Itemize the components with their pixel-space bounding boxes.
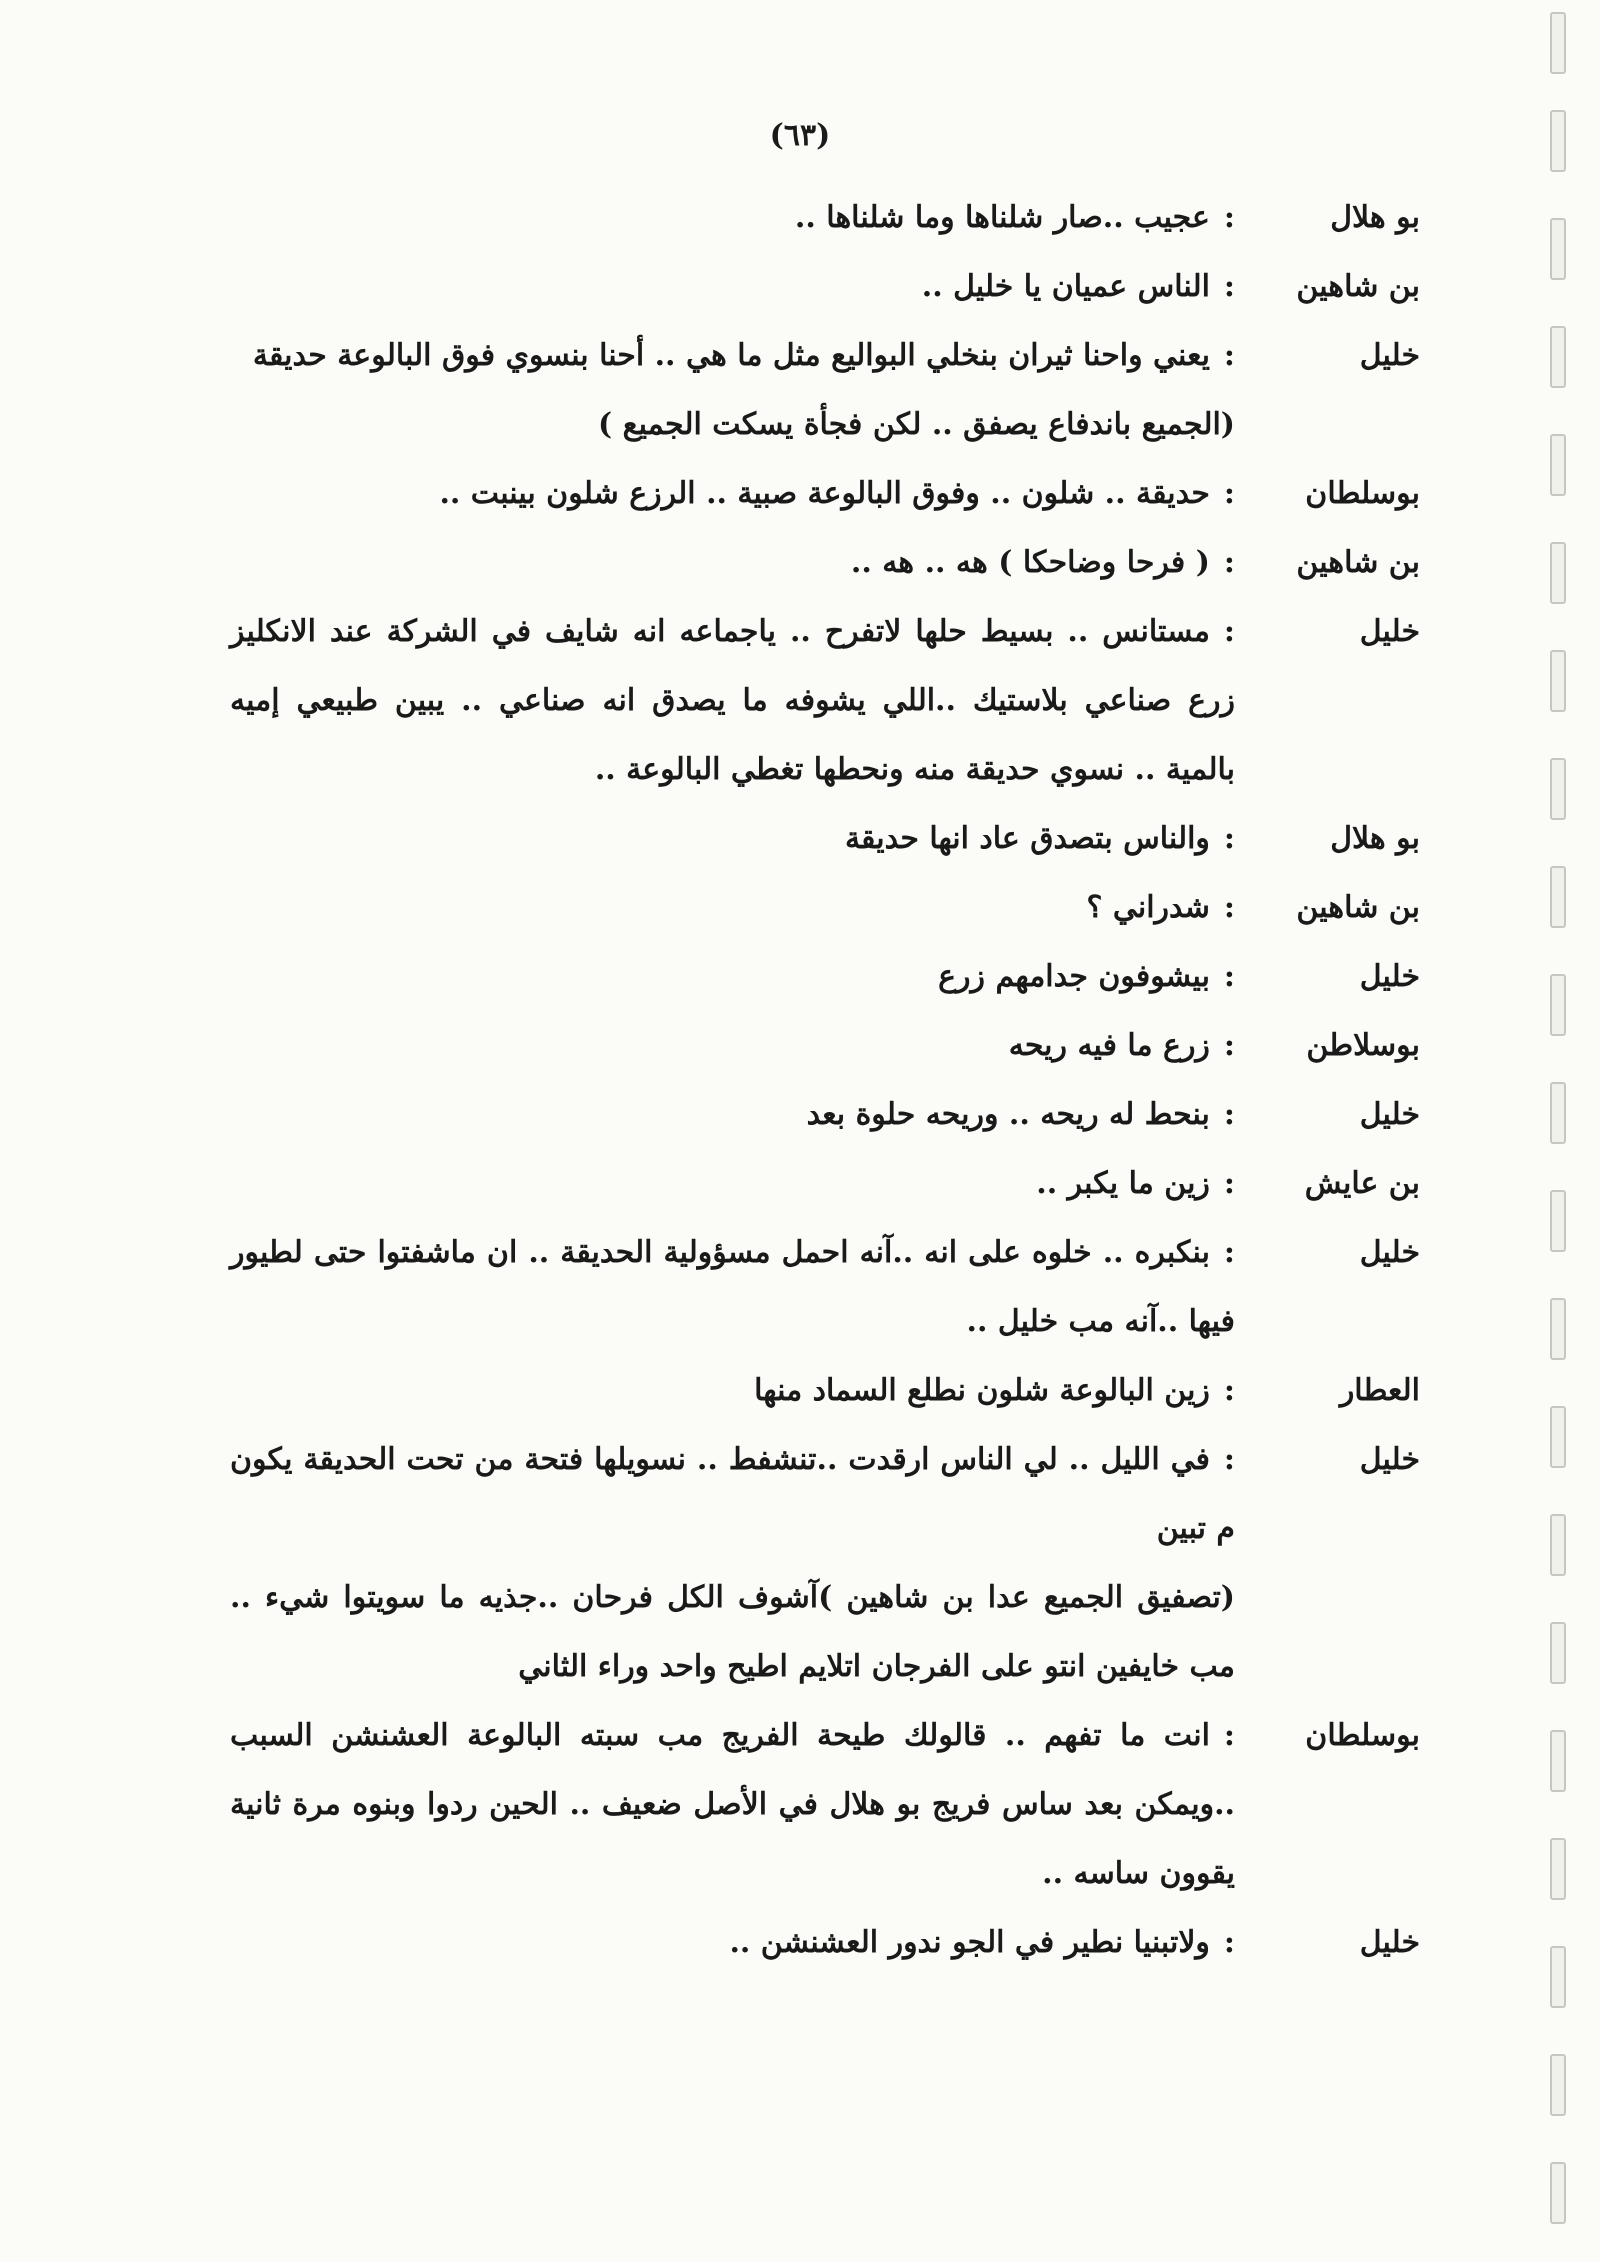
dialogue-entry bbox=[230, 1149, 1420, 1218]
script-body bbox=[230, 183, 1420, 1977]
speech-text: :بيشوفون جدامهم زرع bbox=[938, 959, 1235, 994]
dialogue-entry bbox=[230, 1080, 1420, 1149]
speech-text: :عجيب ..صار شلناها وما شلناها .. bbox=[794, 200, 1235, 235]
colon: : bbox=[1223, 890, 1235, 925]
binding-slot bbox=[1550, 542, 1566, 604]
dialogue-entry bbox=[230, 1356, 1420, 1425]
dialogue-entry bbox=[230, 459, 1420, 528]
binding-slot bbox=[1550, 1622, 1566, 1684]
dialogue-entry bbox=[230, 252, 1420, 321]
binding-slot bbox=[1550, 1298, 1566, 1360]
speaker-name: خليل bbox=[1359, 1097, 1420, 1132]
speech-text: :انت ما تفهم .. قالولك طيحة الفريج مب سبته البالوعة العشنشن السبب ..ويمكن بعد ساس فريج بو هلال في الأصل ضعيف .. الحين ردوا وبنوه مرة ثانية يقوون ساسه .. bbox=[230, 1718, 1235, 1891]
dialogue-entry bbox=[230, 873, 1420, 942]
dialogue-entry bbox=[230, 804, 1420, 873]
binding-slot bbox=[1550, 2162, 1566, 2224]
binding-slot bbox=[1550, 326, 1566, 388]
colon: : bbox=[1223, 200, 1235, 235]
binding-slot bbox=[1550, 758, 1566, 820]
colon: : bbox=[1223, 269, 1235, 304]
speech-text: :شدراني ؟ bbox=[1086, 890, 1235, 925]
stage-direction: (الجميع باندفاع يصفق .. لكن فجأة يسكت الجميع ) bbox=[597, 407, 1235, 442]
dialogue-entry bbox=[230, 1908, 1420, 1977]
speaker-name: بوسلاطن bbox=[1306, 1028, 1420, 1063]
colon: : bbox=[1223, 1718, 1235, 1753]
colon: : bbox=[1223, 1925, 1235, 1960]
page-number: (٦٣) bbox=[769, 118, 831, 153]
speaker-name: خليل bbox=[1359, 1442, 1420, 1477]
speech-text: :والناس بتصدق عاد انها حديقة bbox=[844, 821, 1235, 856]
speaker-name: خليل bbox=[1359, 1925, 1420, 1960]
colon: : bbox=[1223, 614, 1235, 649]
binding-slot bbox=[1550, 974, 1566, 1036]
speech-text: :ولاتبنيا نطير في الجو ندور العشنشن .. bbox=[729, 1925, 1235, 1960]
colon: : bbox=[1223, 1373, 1235, 1408]
dialogue-entry bbox=[230, 1701, 1420, 1908]
speech-text: :زرع ما فيه ريحه bbox=[1008, 1028, 1235, 1063]
speaker-name: خليل bbox=[1359, 614, 1420, 649]
dialogue-entry bbox=[230, 597, 1420, 804]
binding-slot bbox=[1550, 1190, 1566, 1252]
speaker-name: بن شاهين bbox=[1296, 545, 1420, 580]
speech-text: :يعني واحنا ثيران بنخلي البواليع مثل ما هي .. أحنا بنسوي فوق البالوعة حديقة bbox=[252, 338, 1235, 373]
speech-text: :بنكبره .. خلوه على انه ..آنه احمل مسؤولية الحديقة .. ان ماشفتوا حتى لطيور فيها ..آنه مب خليل .. bbox=[230, 1235, 1235, 1339]
dialogue-entry bbox=[230, 1011, 1420, 1080]
binding-slot bbox=[1550, 1406, 1566, 1468]
speech-text: :زين ما يكبر .. bbox=[1036, 1166, 1235, 1201]
binding-slot bbox=[1550, 1082, 1566, 1144]
speech-text: :الناس عميان يا خليل .. bbox=[921, 269, 1235, 304]
colon: : bbox=[1223, 1442, 1235, 1477]
binding-slot bbox=[1550, 1946, 1566, 2008]
colon: : bbox=[1223, 1235, 1235, 1270]
speaker-name: العطار bbox=[1339, 1373, 1420, 1408]
binding-slot bbox=[1550, 1838, 1566, 1900]
dialogue-entry bbox=[230, 183, 1420, 252]
speech-text: :زين البالوعة شلون نطلع السماد منها bbox=[754, 1373, 1235, 1408]
speaker-name: بن شاهين bbox=[1296, 269, 1420, 304]
speech-text: :حديقة .. شلون .. وفوق البالوعة صبية .. الرزع شلون بينبت .. bbox=[439, 476, 1235, 511]
colon: : bbox=[1223, 959, 1235, 994]
speaker-name: بن شاهين bbox=[1296, 890, 1420, 925]
dialogue-entry bbox=[230, 321, 1420, 390]
speaker-name: بو هلال bbox=[1330, 821, 1420, 856]
colon: : bbox=[1223, 1028, 1235, 1063]
colon: : bbox=[1223, 545, 1235, 580]
dialogue-entry bbox=[230, 528, 1420, 597]
speaker-name: بوسلطان bbox=[1305, 476, 1420, 511]
colon: : bbox=[1223, 338, 1235, 373]
speaker-name: بوسلطان bbox=[1305, 1718, 1420, 1753]
speech-text: :( فرحا وضاحكا ) هه .. هه .. bbox=[850, 545, 1235, 580]
stage-direction: (تصفيق الجميع عدا بن شاهين )آشوف الكل فرحان ..جذيه ما سويتوا شيء .. مب خايفين انتو على الفرجان اتلايم اطيح واحد وراء الثاني bbox=[230, 1580, 1235, 1684]
speaker-name: بو هلال bbox=[1330, 200, 1420, 235]
binding-slot bbox=[1550, 434, 1566, 496]
binding-holes bbox=[1536, 0, 1576, 2262]
binding-slot bbox=[1550, 12, 1566, 74]
binding-slot bbox=[1550, 218, 1566, 280]
speech-text: :بنحط له ريحه .. وريحه حلوة بعد bbox=[806, 1097, 1235, 1132]
binding-slot bbox=[1550, 110, 1566, 172]
dialogue-entry bbox=[230, 1218, 1420, 1356]
dialogue-entry bbox=[230, 1425, 1420, 1563]
binding-slot bbox=[1550, 1514, 1566, 1576]
binding-slot bbox=[1550, 650, 1566, 712]
colon: : bbox=[1223, 476, 1235, 511]
colon: : bbox=[1223, 1097, 1235, 1132]
speaker-name: خليل bbox=[1359, 1235, 1420, 1270]
speaker-name: خليل bbox=[1359, 959, 1420, 994]
dialogue-entry bbox=[230, 942, 1420, 1011]
binding-slot bbox=[1550, 2054, 1566, 2116]
colon: : bbox=[1223, 821, 1235, 856]
speaker-name: خليل bbox=[1359, 338, 1420, 373]
speaker-name: بن عايش bbox=[1304, 1166, 1420, 1201]
binding-slot bbox=[1550, 866, 1566, 928]
binding-slot bbox=[1550, 1730, 1566, 1792]
speech-text: :مستانس .. بسيط حلها لاتفرح .. ياجماعه انه شايف في الشركة عند الانكليز زرع صناعي بلاستيك ..اللي يشوفه ما يصدق انه صناعي .. يبين طبيعي إميه بالمية .. نسوي حديقة منه ونحطها تغطي البالوعة .. bbox=[230, 614, 1235, 787]
speech-text: :في الليل .. لي الناس ارقدت ..تنشفط .. نسويلها فتحة من تحت الحديقة يكون م تبين bbox=[230, 1442, 1235, 1546]
colon: : bbox=[1223, 1166, 1235, 1201]
